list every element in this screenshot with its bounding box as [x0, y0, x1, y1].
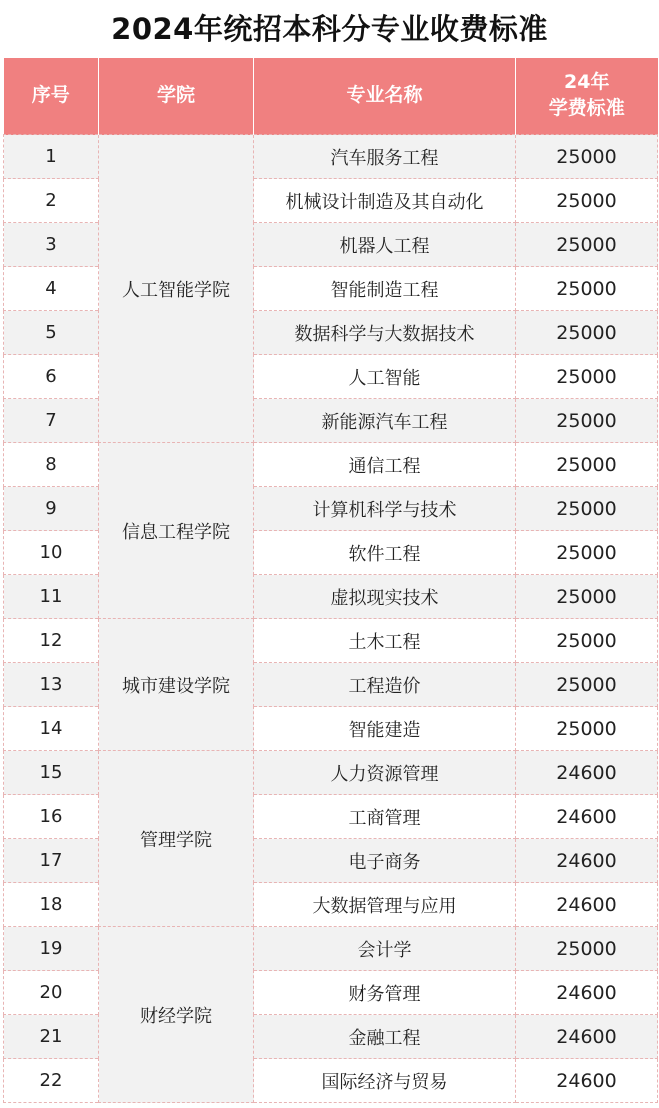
major-name-cell: 汽车服务工程 — [254, 135, 516, 179]
header-college: 学院 — [99, 58, 254, 135]
major-name-cell: 新能源汽车工程 — [254, 399, 516, 443]
index-cell: 9 — [4, 487, 99, 531]
table-row — [4, 443, 658, 487]
index-cell: 22 — [4, 1059, 99, 1103]
major-name-cell: 机器人工程 — [254, 223, 516, 267]
major-name-cell: 虚拟现实技术 — [254, 575, 516, 619]
header-row — [4, 58, 658, 135]
table-row — [4, 927, 658, 971]
index-cell: 11 — [4, 575, 99, 619]
fee-cell: 25000 — [516, 575, 658, 619]
fee-cell: 25000 — [516, 487, 658, 531]
major-name-cell: 智能制造工程 — [254, 267, 516, 311]
fee-cell: 25000 — [516, 311, 658, 355]
table-header — [4, 58, 658, 135]
fee-cell: 25000 — [516, 531, 658, 575]
index-cell: 14 — [4, 707, 99, 751]
index-cell: 3 — [4, 223, 99, 267]
header-fee-line1: 24年 — [564, 71, 610, 94]
major-name-cell: 大数据管理与应用 — [254, 883, 516, 927]
fee-cell: 25000 — [516, 443, 658, 487]
header-major: 专业名称 — [254, 58, 516, 135]
index-cell: 8 — [4, 443, 99, 487]
index-cell: 13 — [4, 663, 99, 707]
major-name-cell: 会计学 — [254, 927, 516, 971]
major-name-cell: 工程造价 — [254, 663, 516, 707]
index-cell: 2 — [4, 179, 99, 223]
fee-cell: 25000 — [516, 223, 658, 267]
major-name-cell: 软件工程 — [254, 531, 516, 575]
major-name-cell: 金融工程 — [254, 1015, 516, 1059]
index-cell: 1 — [4, 135, 99, 179]
table-row — [4, 619, 658, 663]
fee-cell: 25000 — [516, 179, 658, 223]
major-name-cell: 计算机科学与技术 — [254, 487, 516, 531]
index-cell: 6 — [4, 355, 99, 399]
header-index: 序号 — [4, 58, 99, 135]
major-name-cell: 人力资源管理 — [254, 751, 516, 795]
major-name-cell: 国际经济与贸易 — [254, 1059, 516, 1103]
index-cell: 7 — [4, 399, 99, 443]
header-fee-line2: 学费标准 — [548, 97, 625, 119]
index-cell: 10 — [4, 531, 99, 575]
fee-cell: 24600 — [516, 751, 658, 795]
header-fee — [516, 58, 658, 135]
fee-cell: 24600 — [516, 1015, 658, 1059]
college-cell: 信息工程学院 — [99, 443, 254, 619]
index-cell: 21 — [4, 1015, 99, 1059]
college-cell: 财经学院 — [99, 927, 254, 1103]
major-name-cell: 财务管理 — [254, 971, 516, 1015]
table-row — [4, 751, 658, 795]
fee-cell: 25000 — [516, 399, 658, 443]
index-cell: 4 — [4, 267, 99, 311]
major-name-cell: 通信工程 — [254, 443, 516, 487]
fee-cell: 25000 — [516, 267, 658, 311]
major-name-cell: 电子商务 — [254, 839, 516, 883]
major-name-cell: 智能建造 — [254, 707, 516, 751]
fee-cell: 24600 — [516, 971, 658, 1015]
fee-cell: 24600 — [516, 795, 658, 839]
major-name-cell: 土木工程 — [254, 619, 516, 663]
index-cell: 12 — [4, 619, 99, 663]
college-cell: 人工智能学院 — [99, 135, 254, 443]
college-cell: 城市建设学院 — [99, 619, 254, 751]
table-body — [4, 135, 658, 1103]
college-cell: 管理学院 — [99, 751, 254, 927]
fee-cell: 24600 — [516, 839, 658, 883]
fee-cell: 25000 — [516, 663, 658, 707]
fee-cell: 24600 — [516, 1059, 658, 1103]
major-name-cell: 数据科学与大数据技术 — [254, 311, 516, 355]
index-cell: 15 — [4, 751, 99, 795]
major-name-cell: 工商管理 — [254, 795, 516, 839]
index-cell: 19 — [4, 927, 99, 971]
index-cell: 20 — [4, 971, 99, 1015]
index-cell: 5 — [4, 311, 99, 355]
major-name-cell: 人工智能 — [254, 355, 516, 399]
index-cell: 16 — [4, 795, 99, 839]
fee-cell: 25000 — [516, 355, 658, 399]
index-cell: 17 — [4, 839, 99, 883]
fee-cell: 25000 — [516, 707, 658, 751]
fee-cell: 25000 — [516, 619, 658, 663]
fee-table — [3, 58, 658, 1103]
page-title: 2024年统招本科分专业收费标准 — [111, 12, 548, 46]
fee-cell: 25000 — [516, 927, 658, 971]
table-row — [4, 135, 658, 179]
fee-cell: 24600 — [516, 883, 658, 927]
fee-cell: 25000 — [516, 135, 658, 179]
major-name-cell: 机械设计制造及其自动化 — [254, 179, 516, 223]
index-cell: 18 — [4, 883, 99, 927]
